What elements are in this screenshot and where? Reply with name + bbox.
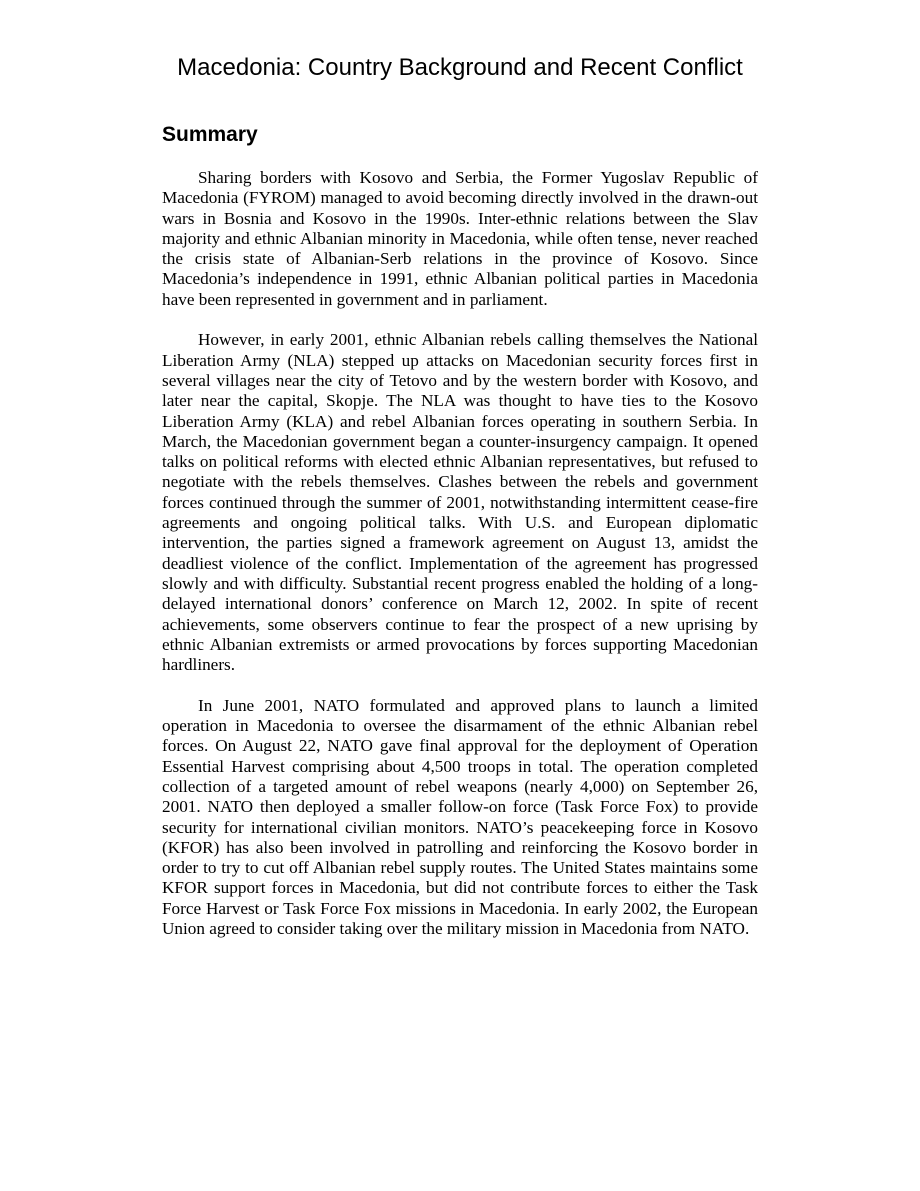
paragraph-1: Sharing borders with Kosovo and Serbia, the Former Yugoslav Republic of Macedonia (FYROM) managed to avoid becoming directly involved in the drawn-out wars in Bosnia and Kosovo in the 1990s. Inter-ethnic relations between the Slav majority and ethnic Albanian minority in Macedonia, while often tense, never reached the crisis state of Albanian-Serb relations in the province of Kosovo. Since Macedonia’s independence in 1991, ethnic Albanian political parties in Macedonia have been represented in government and in parliament. <box>162 168 758 309</box>
paragraph-2: However, in early 2001, ethnic Albanian rebels calling themselves the National Liberation Army (NLA) stepped up attacks on Macedonian security forces first in several villages near the city of Tetovo and by the western border with Kosovo, and later near the capital, Skopje. The NLA was thought to have ties to the Kosovo Liberation Army (KLA) and rebel Albanian forces operating in southern Serbia. In March, the Macedonian government began a counter-insurgency campaign. It opened talks on political reforms with elected ethnic Albanian representatives, but refused to negotiate with the rebels themselves. Clashes between the rebels and government forces continued through the summer of 2001, notwithstanding intermittent cease-fire agreements and ongoing political talks. With U.S. and European diplomatic intervention, the parties signed a framework agreement on August 13, amidst the deadliest violence of the conflict. Implementation of the agreement has progressed slowly and with difficulty. Substantial recent progress enabled the holding of a long-delayed international donors’ conference on March 12, 2002. In spite of recent achievements, some observers continue to fear the prospect of a new uprising by ethnic Albanian extremists or armed provocations by forces supporting Macedonian hardliners. <box>162 330 758 675</box>
section-heading-summary: Summary <box>162 123 258 146</box>
document-body <box>162 168 758 960</box>
paragraph-3: In June 2001, NATO formulated and approved plans to launch a limited operation in Macedonia to oversee the disarmament of the ethnic Albanian rebel forces. On August 22, NATO gave final approval for the deployment of Operation Essential Harvest comprising about 4,500 troops in total. The operation completed collection of a targeted amount of rebel weapons (nearly 4,000) on September 26, 2001. NATO then deployed a smaller follow-on force (Task Force Fox) to provide security for international civilian monitors. NATO’s peacekeeping force in Kosovo (KFOR) has also been involved in patrolling and reinforcing the Kosovo border in order to try to cut off Albanian rebel supply routes. The United States maintains some KFOR support forces in Macedonia, but did not contribute forces to either the Task Force Harvest or Task Force Fox missions in Macedonia. In early 2002, the European Union agreed to consider taking over the military mission in Macedonia from NATO. <box>162 695 758 938</box>
document-title: Macedonia: Country Background and Recent Conflict <box>177 54 743 81</box>
